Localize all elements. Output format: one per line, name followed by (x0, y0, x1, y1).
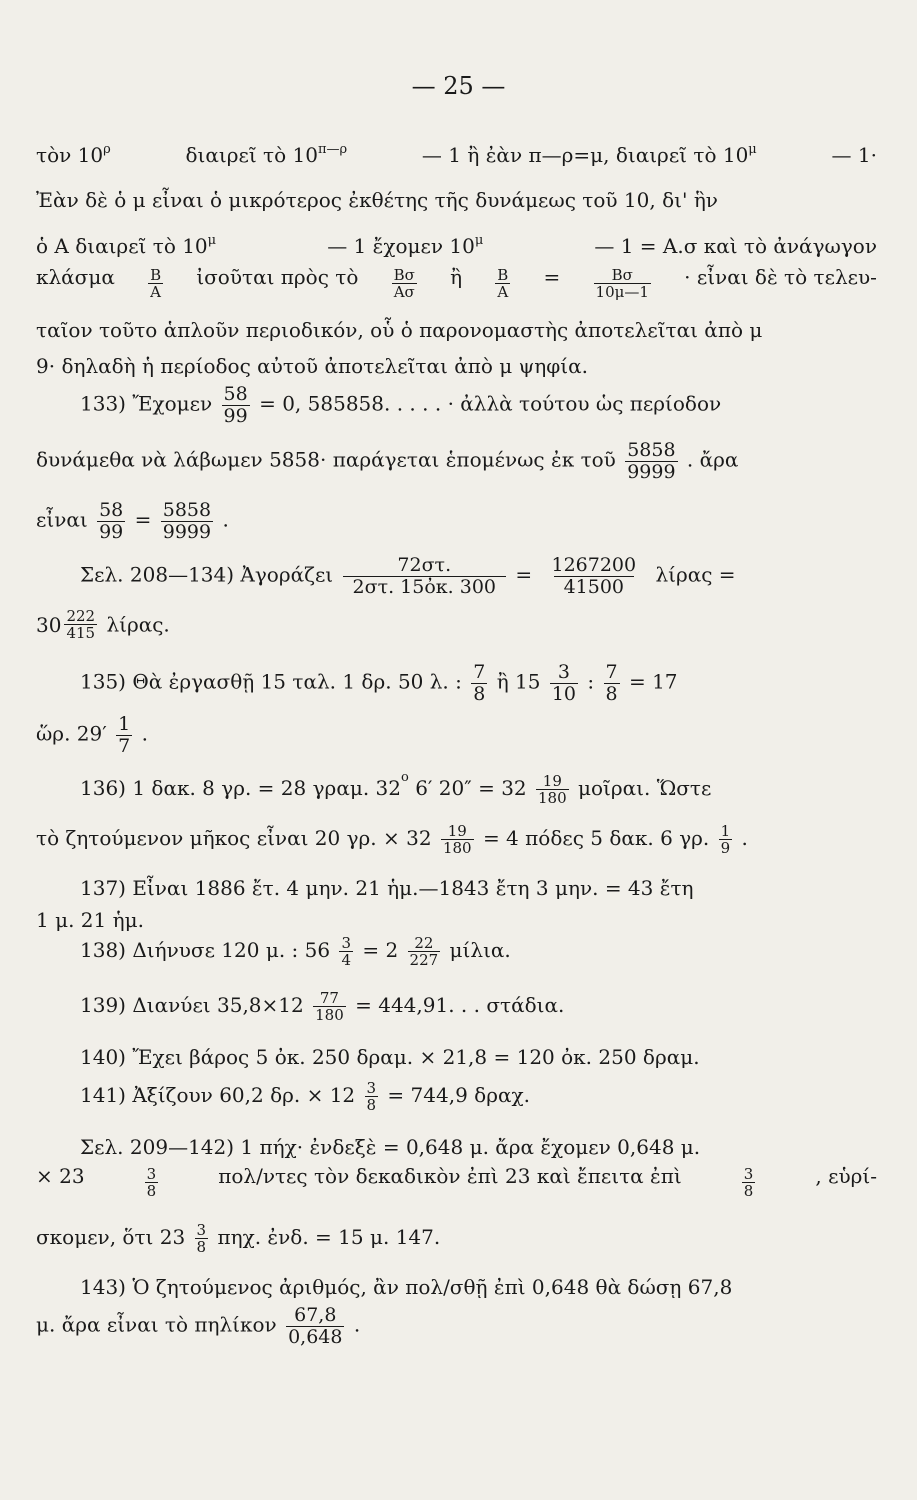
line-segment: — 1 ἔχομεν $10^\mu$ (327, 233, 484, 258)
text-line-21 (80, 1080, 877, 1113)
line-segment: = 17 (628, 669, 678, 694)
line-segment: λίρας = (655, 562, 736, 587)
line-segment: . (141, 721, 148, 746)
line-segment: δυνάμεθα νὰ λάβωμεν 5858· παράγεται ἑπομένως ἐκ τοῦ (36, 447, 616, 472)
line-segment: = (134, 507, 152, 532)
fraction: $\frac{67,8}{0,648}$ (288, 1304, 343, 1348)
line-segment: διαιρεῖ τὸ $10^{\pi—\rho}$ (185, 142, 348, 167)
fraction: $\frac{3}{8}$ (146, 1165, 157, 1201)
line-segment: 138) Διήνυσε 120 μ. : 56 (80, 938, 331, 963)
line-segment: κλάσμα (36, 265, 115, 289)
line-segment: . (353, 1312, 361, 1337)
line-segment: 139) Διανύει 35,8×12 (80, 993, 304, 1018)
fraction: $\frac{19}{180}$ (442, 822, 472, 858)
fraction: $\frac{3}{10}$ (551, 661, 577, 705)
line-segment: μοῖραι. Ὥστε (578, 776, 712, 801)
line-segment: — 1· (831, 143, 877, 167)
fraction: $\frac{1}{9}$ (720, 822, 731, 858)
fraction: $\frac{1}{7}$ (118, 713, 131, 757)
mixed-number: 30 $\frac{222}{415}$ (36, 607, 96, 643)
line-segment: · εἶναι δὲ τὸ τελευ- (684, 265, 877, 289)
fraction: $\frac{5858}{9999}$ (162, 499, 212, 543)
line-segment: : (587, 669, 595, 694)
fraction: $\frac{22}{227}$ (409, 934, 439, 970)
text-line-11 (36, 608, 877, 641)
line-segment: ἢ 15 (496, 669, 541, 694)
line-segment: ἰσοῦται πρὸς τὸ (196, 265, 359, 289)
line-segment: = 0, 585858. . . . . · ἀλλὰ τούτου ὡς περίοδον (259, 391, 722, 416)
line-segment: ὥρ. 29′ (36, 721, 107, 746)
fraction: $\frac{72\sigma\tau.}{\text{2στ. 15ὀκ. 300}}$ (343, 555, 506, 597)
line-segment: . (222, 507, 229, 532)
fraction: $\frac{B\sigma}{A\sigma}$ (393, 266, 415, 302)
line-segment: , εὑρί- (815, 1164, 877, 1188)
text-line-16: 137) Εἶναι 1886 ἔτ. 4 μην. 21 ἡμ.—1843 ἔτη 3 μην. = 43 ἔτη (80, 876, 694, 900)
line-segment: σκομεν, ὅτι 23 (36, 1225, 186, 1250)
line-segment: 133) Ἔχομεν (80, 391, 213, 416)
line-segment: μ. ἄρα εἶναι τὸ πηλίκον (36, 1312, 277, 1337)
line-segment: 141) Ἀξίζουν 60,2 δρ. × 12 (80, 1083, 356, 1108)
text-line-6: 9· δηλαδὴ ἡ περίοδος αὐτοῦ ἀποτελεῖται ἀπὸ μ ψηφία. (36, 354, 588, 378)
text-line-18 (80, 935, 877, 968)
line-segment: τὸν $10^\rho$ (36, 142, 111, 167)
text-line-13 (36, 714, 877, 756)
line-segment: λίρας. (106, 612, 170, 637)
fraction: $\frac{3}{8}$ (366, 1079, 377, 1115)
text-line-4 (36, 267, 877, 300)
line-segment: πολ/ντες τὸν δεκαδικὸν ἐπὶ 23 καὶ ἔπειτα ἐπὶ (218, 1164, 682, 1188)
text-line-19 (80, 990, 877, 1023)
text-line-26 (36, 1305, 877, 1347)
text-line-15 (36, 823, 877, 856)
fraction: $\frac{B}{A}$ (497, 266, 509, 302)
line-segment: = 4 πόδες 5 δακ. 6 γρ. (482, 826, 710, 851)
text-line-22: Σελ. 209—142) 1 πήχ· ἐνδεξὲ = 0,648 μ. ἄρα ἔχομεν 0,648 μ. (80, 1135, 701, 1159)
line-segment: 136) 1 δακ. 8 γρ. = 28 γραμ. $32^o$ (80, 770, 409, 801)
line-segment: = 2 (362, 938, 399, 963)
fraction: $\frac{58}{99}$ (223, 383, 248, 427)
text-line-20: 140) Ἔχει βάρος 5 ὀκ. 250 δραμ. × 21,8 = 120 ὀκ. 250 δραμ. (80, 1045, 700, 1069)
line-segment: ἢ (450, 265, 463, 289)
fraction: $\frac{3}{8}$ (743, 1165, 754, 1201)
line-segment: — 1 = Α.σ καὶ τὸ ἀνάγωγον (594, 234, 877, 258)
text-line-12 (80, 662, 877, 704)
line-segment: = (543, 265, 561, 289)
text-line-14 (80, 770, 877, 808)
line-segment: — 1 ἢ ἐὰν π—ρ=μ, διαιρεῖ τὸ $10^\mu$ (421, 142, 757, 167)
fraction: $\frac{B\sigma}{10\mu—1}$ (595, 266, 649, 302)
line-segment: × 23 (36, 1164, 85, 1188)
line-segment: . (741, 826, 748, 851)
line-segment: Σελ. 208—134) Ἀγοράζει (80, 562, 334, 587)
fraction: $\frac{1267200}{41500}$ (551, 554, 637, 598)
line-segment: εἶναι (36, 507, 88, 532)
text-line-9 (36, 500, 877, 542)
fraction: $\frac{222}{415}$ (66, 607, 96, 643)
fraction: $\frac{7}{8}$ (605, 661, 618, 705)
line-segment: = 444,91. . . στάδια. (355, 993, 565, 1018)
text-line-8 (36, 440, 877, 482)
text-line-5: ταῖον τοῦτο ἁπλοῦν περιοδικόν, οὗ ὁ παρονομαστὴς ἀποτελεῖται ἀπὸ μ (36, 318, 763, 342)
text-line-3 (36, 233, 877, 258)
fraction: $\frac{7}{8}$ (473, 661, 486, 705)
fraction: $\frac{3}{4}$ (341, 934, 351, 970)
line-segment: = 744,9 δραχ. (387, 1083, 530, 1108)
fraction: $\frac{3}{8}$ (196, 1221, 207, 1257)
fraction: $\frac{5858}{9999}$ (627, 439, 676, 483)
line-segment: = (515, 562, 533, 587)
line-segment: 6′ 20″ = 32 (415, 776, 527, 801)
text-line-7 (80, 384, 877, 426)
text-line-2: Ἐὰν δὲ ὁ μ εἶναι ὁ μικρότερος ἐκθέτης τῆς δυνάμεως τοῦ 10, δι' ἣν (36, 188, 718, 212)
text-line-10 (80, 555, 877, 597)
line-segment: 135) Θὰ ἐργασθῇ 15 ταλ. 1 δρ. 50 λ. : (80, 669, 462, 694)
text-line-23 (36, 1166, 877, 1199)
fraction: $\frac{58}{99}$ (99, 499, 124, 543)
page-number: — 25 — (411, 72, 506, 100)
text-line-1 (36, 142, 877, 167)
line-segment: μίλια. (449, 938, 511, 963)
fraction: $\frac{77}{180}$ (315, 989, 344, 1025)
line-segment: . ἄρα (686, 447, 739, 472)
fraction: $\frac{19}{180}$ (538, 772, 567, 808)
text-line-17: 1 μ. 21 ἡμ. (36, 908, 144, 932)
line-segment: τὸ ζητούμενον μῆκος εἶναι 20 γρ. × 32 (36, 826, 432, 851)
line-segment: πηχ. ἐνδ. = 15 μ. 147. (217, 1225, 441, 1250)
text-line-25: 143) Ὁ ζητούμενος ἀριθμός, ἂν πολ/σθῇ ἐπὶ 0,648 θὰ δώσῃ 67,8 (80, 1275, 733, 1299)
line-segment: ὁ Α διαιρεῖ τὸ $10^\mu$ (36, 233, 217, 258)
text-line-24 (36, 1222, 877, 1255)
fraction: $\frac{B}{A}$ (150, 266, 162, 302)
